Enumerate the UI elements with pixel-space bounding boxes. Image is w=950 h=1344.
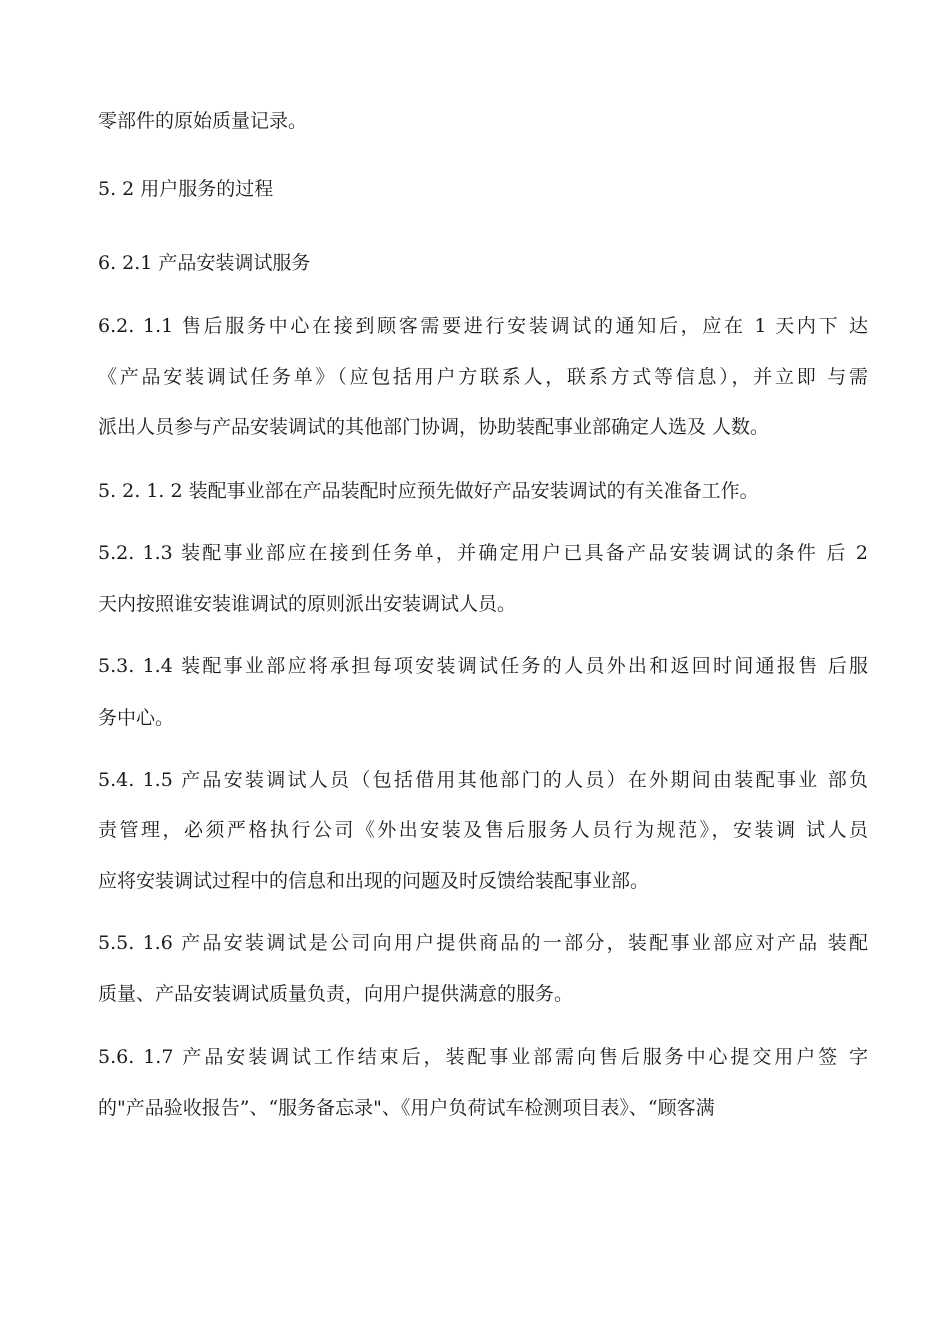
text-line: 《产品安装调试任务单》（应包括用户方联系人，联系方式等信息），并立即 与需 xyxy=(98,366,868,388)
text-line: 5.6. 1.7 产品安装调试工作结束后，装配事业部需向售后服务中心提交用户签 字 xyxy=(98,1046,868,1068)
text-line: 应将安装调试过程中的信息和出现的问题及时反馈给装配事业部。 xyxy=(98,870,650,892)
text-line: 5.3. 1.4 装配事业部应将承担每项安装调试任务的人员外出和返回时间通报售 后服 xyxy=(98,655,868,677)
text-line: 零部件的原始质量记录。 xyxy=(98,110,308,132)
text-line: 5.2. 1.3 装配事业部应在接到任务单，并确定用户已具备产品安装调试的条件 后 2 xyxy=(98,542,868,564)
section-heading: 5. 2 用户服务的过程 xyxy=(98,178,274,200)
text-line: 的"产品验收报告”、“服务备忘录"、《用户负荷试车检测项目表》、“顾客满 xyxy=(98,1097,715,1119)
text-line: 责管理，必须严格执行公司《外出安装及售后服务人员行为规范》，安装调 试人员 xyxy=(98,819,868,841)
text-line: 5. 2. 1. 2 装配事业部在产品装配时应预先做好产品安装调试的有关准备工作。 xyxy=(98,480,759,502)
text-line: 5.5. 1.6 产品安装调试是公司向用户提供商品的一部分，装配事业部应对产品 装配 xyxy=(98,932,868,954)
text-line: 5.4. 1.5 产品安装调试人员（包括借用其他部门的人员）在外期间由装配事业 部负 xyxy=(98,769,868,791)
text-line: 务中心。 xyxy=(98,707,175,729)
text-line: 天内按照谁安装谁调试的原则派出安装调试人员。 xyxy=(98,593,517,615)
text-line: 派出人员参与产品安装调试的其他部门协调，协助装配事业部确定人选及 人数。 xyxy=(98,416,770,438)
text-line: 6.2. 1.1 售后服务中心在接到顾客需要进行安装调试的通知后，应在 1 天内下 达 xyxy=(98,315,868,337)
text-line: 质量、产品安装调试质量负责，向用户提供满意的服务。 xyxy=(98,983,574,1005)
section-heading: 6. 2.1 产品安装调试服务 xyxy=(98,252,311,274)
